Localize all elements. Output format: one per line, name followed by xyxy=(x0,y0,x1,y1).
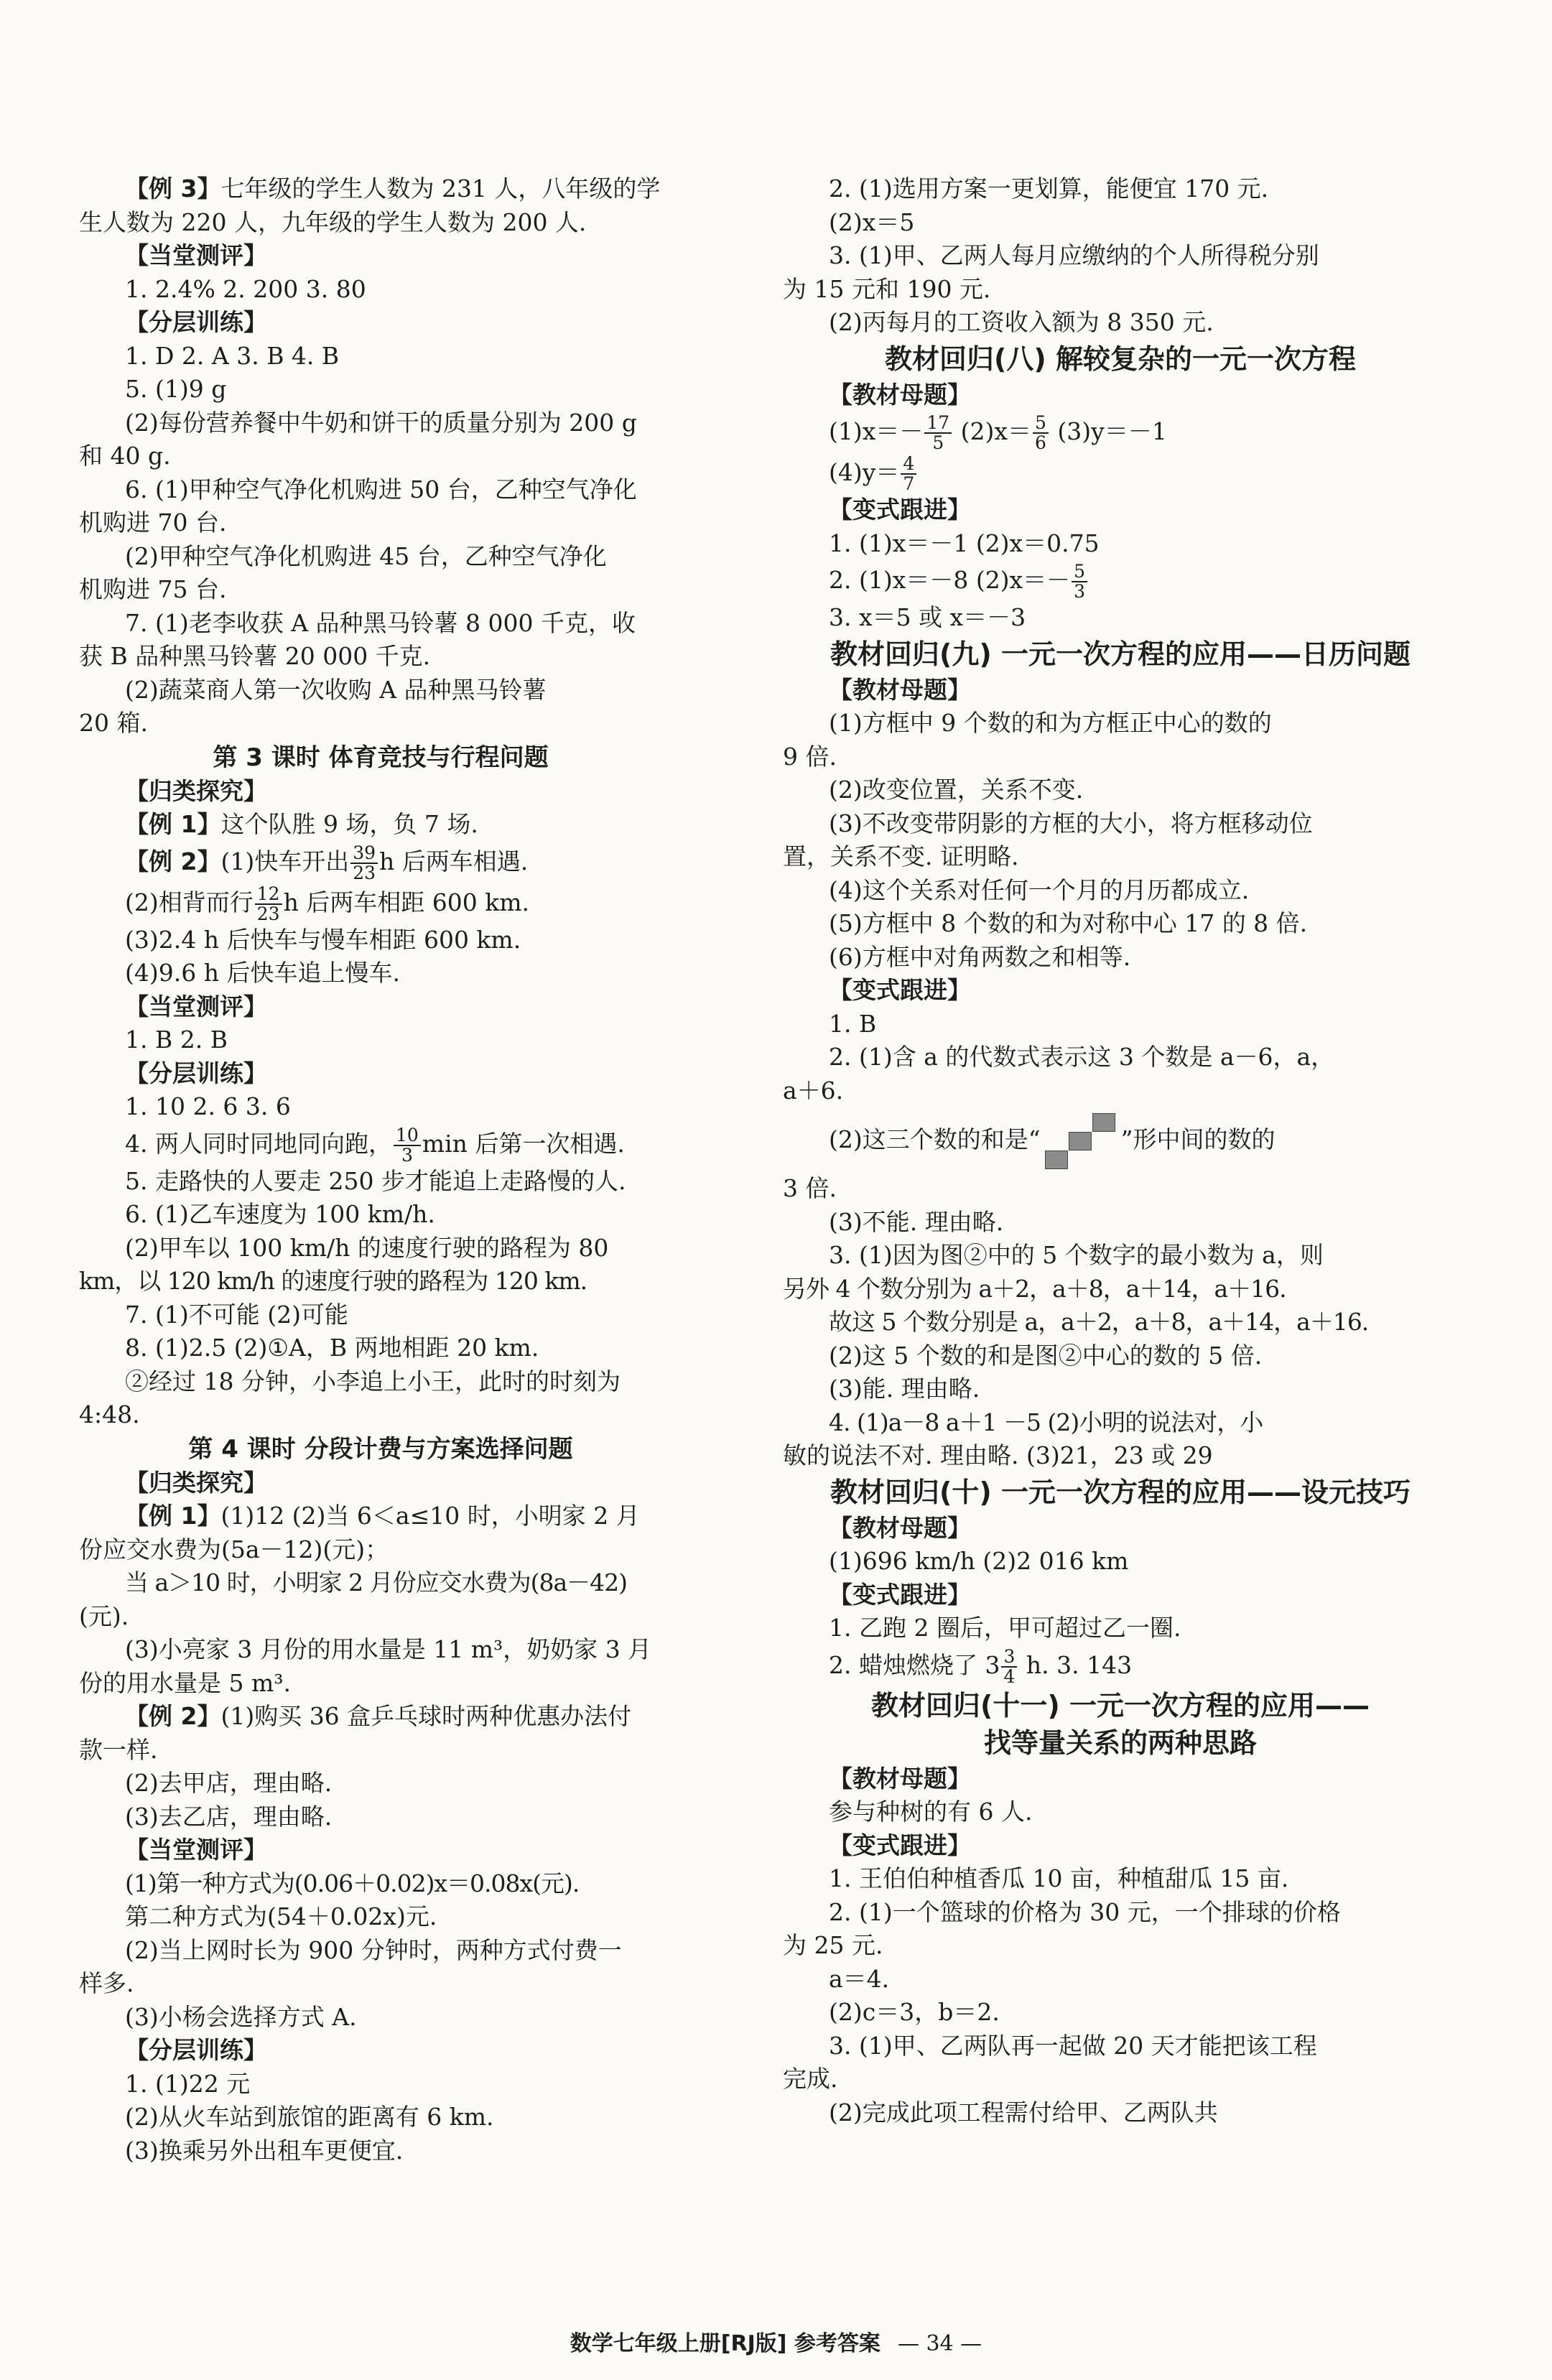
text-line: a＝4. xyxy=(829,1964,890,1993)
text-line: (3)小杨会选择方式 A. xyxy=(125,2002,357,2031)
text-line: 3. (1)因为图②中的 5 个数字的最小数为 a，则 xyxy=(829,1241,1324,1269)
fraction: $\frac{5}{6}$ xyxy=(1033,414,1049,452)
text-line: (2)这 5 个数的和是图②中心的数的 5 倍. xyxy=(829,1341,1263,1370)
text-line: 为 15 元和 190 元. xyxy=(783,274,991,303)
text-line: 9 倍. xyxy=(783,742,837,771)
section-tag: 【当堂测评】 xyxy=(125,1836,267,1864)
text-line: 机购进 75 台. xyxy=(79,575,227,603)
text-line: 【例 2】(1)购买 36 盒乒乓球时两种优惠办法付 xyxy=(125,1702,632,1730)
text-line: (2)从火车站到旅馆的距离有 6 km. xyxy=(125,2103,494,2131)
text-line: 和 40 g. xyxy=(79,442,171,470)
text-line: 8. (1)2.5 (2)①A，B 两地相距 20 km. xyxy=(125,1334,539,1362)
text-line: 6. (1)甲种空气净化机购进 50 台，乙种空气净化 xyxy=(125,475,637,503)
section-tag: 【教材母题】 xyxy=(829,380,971,409)
text-line: 置，关系不变. 证明略. xyxy=(783,842,1019,870)
lesson-title: 第 4 课时 分段计费与方案选择问题 xyxy=(188,1434,573,1464)
example-tag: 【例 2】 xyxy=(125,847,221,875)
section-tag: 【分层训练】 xyxy=(125,2036,267,2064)
text-line: 5. (1)9 g xyxy=(125,375,227,403)
example-tag: 【例 1】 xyxy=(125,1502,221,1530)
example-tag: 【例 3】 xyxy=(125,175,221,203)
example-tag: 【例 2】 xyxy=(125,1702,221,1730)
text-line: (3)小亮家 3 月份的用水量是 11 m³，奶奶家 3 月 xyxy=(125,1635,652,1663)
text-line: 1. B 2. B xyxy=(125,1026,228,1054)
text-line: (3)不改变带阴影的方框的大小，将方框移动位 xyxy=(829,809,1313,837)
text-line: 机购进 70 台. xyxy=(79,508,227,536)
text-line: 获 B 品种黑马铃薯 20 000 千克. xyxy=(79,642,431,670)
fraction: $\frac{39}{23}$ xyxy=(350,844,378,883)
section-tag: 【分层训练】 xyxy=(125,308,267,336)
fraction: $\frac{4}{7}$ xyxy=(901,455,916,493)
text-line: (2)这三个数的和是“ ”形中间的数的 xyxy=(783,1107,1458,1172)
calendar-shape-icon xyxy=(1045,1113,1117,1169)
left-column xyxy=(79,172,682,2167)
text-line: (3)2.4 h 后快车与慢车相距 600 km. xyxy=(125,925,521,954)
text-line: 当 a＞10 时，小明家 2 月份应交水费为(8a－42) xyxy=(125,1568,628,1596)
chapter-heading: 教材回归(九) 一元一次方程的应用——日历问题 xyxy=(830,638,1411,670)
text-line: (4)y＝ $\frac{4}{7}$ xyxy=(783,452,1458,493)
text-line: 为 25 元. xyxy=(783,1931,883,1959)
fraction: $\frac{5}{3}$ xyxy=(1072,562,1087,601)
text-line: 4. (1)a－8 a＋1 －5 (2)小明的说法对，小 xyxy=(829,1408,1263,1436)
text-line: 【例 1】这个队胜 9 场，负 7 场. xyxy=(125,810,478,838)
text-line: 1. (1)22 元 xyxy=(125,2069,251,2098)
chapter-heading: 教材回归(十) 一元一次方程的应用——设元技巧 xyxy=(830,1476,1411,1508)
text-line: 第二种方式为(54＋0.02x)元. xyxy=(125,1902,437,1930)
footer-text: 数学七年级上册[RJ版] 参考答案 xyxy=(570,2331,880,2356)
section-tag: 【当堂测评】 xyxy=(125,241,267,269)
section-tag: 【分层训练】 xyxy=(125,1059,267,1087)
text-line: 2. 蜡烛燃烧了 3 $\frac{3}{4}$ h. 3. 143 xyxy=(829,1645,1133,1687)
chapter-heading: 教材回归(十一) 一元一次方程的应用—— xyxy=(871,1689,1370,1721)
section-tag: 【教材母题】 xyxy=(829,1513,971,1542)
text-line: a＋6. xyxy=(783,1076,844,1105)
text-line: (2)去甲店，理由略. xyxy=(125,1769,333,1797)
text-line: 1. 乙跑 2 圈后，甲可超过乙一圈. xyxy=(829,1614,1181,1642)
section-tag: 【教材母题】 xyxy=(829,1764,971,1793)
text-line: (2)每份营养餐中牛奶和饼干的质量分别为 200 g xyxy=(125,408,637,437)
text-line: km，以 120 km/h 的速度行驶的路程为 120 km. xyxy=(79,1267,587,1295)
text-line: 1. D 2. A 3. B 4. B xyxy=(125,341,340,370)
fraction: $\frac{12}{23}$ xyxy=(255,885,282,924)
text-line: (1)x＝－ $\frac{17}{5}$ (2)x＝ $\frac{5}{6}$ (3)y＝－1 xyxy=(829,412,1167,453)
text-line: (4)9.6 h 后快车追上慢车. xyxy=(125,959,400,987)
text-line: 【例 2】(1)快车开出 $\frac{39}{23}$ h 后两车相遇. xyxy=(125,842,529,883)
text-line: 3. (1)甲、乙两人每月应缴纳的个人所得税分别 xyxy=(829,241,1319,269)
text-line: 4:48. xyxy=(79,1400,140,1428)
chapter-heading: 教材回归(八) 解较复杂的一元一次方程 xyxy=(885,343,1356,375)
text-line: (2)完成此项工程需付给甲、乙两队共 xyxy=(829,2098,1218,2126)
text-line: (1)696 km/h (2)2 016 km xyxy=(829,1547,1129,1575)
text-line: (2)甲车以 100 km/h 的速度行驶的路程为 80 xyxy=(125,1233,609,1262)
fraction: $\frac{10}{3}$ xyxy=(394,1126,421,1165)
text-line: 5. 走路快的人要走 250 步才能追上走路慢的人. xyxy=(125,1166,626,1195)
chapter-heading-continued: 找等量关系的两种思路 xyxy=(983,1726,1257,1759)
text-line: 6. (1)乙车速度为 100 km/h. xyxy=(125,1200,435,1228)
fraction: $\frac{17}{5}$ xyxy=(924,414,952,452)
text-line: 样多. xyxy=(79,1969,134,1997)
text-line: (1)方框中 9 个数的和为方框正中心的数的 xyxy=(829,709,1272,737)
text-line: (2)丙每月的工资收入额为 8 350 元. xyxy=(829,308,1214,336)
text-line: (2)甲种空气净化机购进 45 台，乙种空气净化 xyxy=(125,541,607,570)
text-line: 7. (1)老李收获 A 品种黑马铃薯 8 000 千克，收 xyxy=(125,608,636,637)
lesson-title: 第 3 课时 体育竞技与行程问题 xyxy=(213,743,549,772)
section-tag: 【变式跟进】 xyxy=(829,976,971,1004)
text-line: 敏的说法不对. 理由略. (3)21，23 或 29 xyxy=(783,1441,1213,1469)
text-line: 2. (1)x＝－8 (2)x＝－ $\frac{5}{3}$ xyxy=(783,560,1458,601)
text-line: 份的用水量是 5 m³. xyxy=(79,1668,291,1697)
text-line: 【例 1】(1)12 (2)当 6＜a≤10 时，小明家 2 月 xyxy=(125,1502,640,1530)
section-tag: 【教材母题】 xyxy=(829,675,971,704)
text-line: 款一样. xyxy=(79,1735,158,1764)
text-line: 1. 10 2. 6 3. 6 xyxy=(125,1092,291,1120)
text-line: (2)c＝3，b＝2. xyxy=(829,1998,1000,2026)
text-line: 1. 王伯伯种植香瓜 10 亩，种植甜瓜 15 亩. xyxy=(829,1864,1289,1892)
section-tag: 【当堂测评】 xyxy=(125,992,267,1021)
fraction: $\frac{3}{4}$ xyxy=(1001,1647,1017,1686)
text-line: (3)不能. 理由略. xyxy=(829,1207,1004,1236)
text-line: 2. (1)选用方案一更划算，能便宜 170 元. xyxy=(829,175,1269,203)
text-line: (2)x＝5 xyxy=(829,208,915,236)
text-line: 另外 4 个数分别为 a＋2，a＋8，a＋14，a＋16. xyxy=(783,1274,1286,1303)
section-tag: 【归类探究】 xyxy=(125,776,267,805)
text-line: 1. (1)x＝－1 (2)x＝0.75 xyxy=(829,529,1100,557)
text-line: (6)方框中对角两数之和相等. xyxy=(829,942,1131,971)
text-line: (3)换乘另外出租车更便宜. xyxy=(125,2136,404,2165)
text-line: 故这 5 个数分别是 a，a＋2，a＋8，a＋14，a＋16. xyxy=(829,1308,1369,1336)
right-column xyxy=(783,172,1458,2129)
section-tag: 【变式跟进】 xyxy=(829,1831,971,1859)
text-line: (2)蔬菜商人第一次收购 A 品种黑马铃薯 xyxy=(125,675,547,704)
text-line: (1)第一种方式为(0.06＋0.02)x＝0.08x(元). xyxy=(125,1869,580,1897)
text-line: 7. (1)不可能 (2)可能 xyxy=(125,1300,348,1329)
text-line: (2)改变位置，关系不变. xyxy=(829,776,1084,804)
text-line: (4)这个关系对任何一个月的月历都成立. xyxy=(829,875,1250,904)
text-line: 3. x＝5 或 x＝－3 xyxy=(829,603,1026,631)
text-line: (5)方框中 8 个数的和为对称中心 17 的 8 倍. xyxy=(829,909,1308,937)
text-line: 3. (1)甲、乙两队再一起做 20 天才能把该工程 xyxy=(829,2031,1317,2060)
text-line: (3)能. 理由略. xyxy=(829,1375,980,1403)
text-line: (2)相背而行 $\frac{12}{23}$ h 后两车相距 600 km. xyxy=(125,883,530,924)
text-line: 份应交水费为(5a－12)(元)； xyxy=(79,1535,389,1563)
page-number: — 34 — xyxy=(897,2331,982,2356)
section-tag: 【归类探究】 xyxy=(125,1468,267,1497)
text-line: 参与种树的有 6 人. xyxy=(829,1798,1033,1826)
text-line: (元). xyxy=(79,1602,129,1630)
text-line: 1. 2.4% 2. 200 3. 80 xyxy=(125,274,366,303)
text-line: (2)当上网时长为 900 分钟时，两种方式付费一 xyxy=(125,1935,622,1964)
text-line: 完成. xyxy=(783,2065,838,2093)
text-line: (3)去乙店，理由略. xyxy=(125,1802,333,1831)
text-line: 【例 3】七年级的学生人数为 231 人，八年级的学 xyxy=(125,175,661,203)
text-line: 3 倍. xyxy=(783,1174,837,1202)
text-line: 生人数为 220 人，九年级的学生人数为 200 人. xyxy=(79,208,587,236)
text-line: 2. (1)含 a 的代数式表示这 3 个数是 a－6，a， xyxy=(829,1043,1335,1071)
example-tag: 【例 1】 xyxy=(125,810,221,838)
text-line: 4. 两人同时同地同向跑， $\frac{10}{3}$ min 后第一次相遇. xyxy=(125,1124,625,1166)
text-line: 1. B xyxy=(829,1009,877,1038)
text-line: 20 箱. xyxy=(79,709,148,737)
text-line: ②经过 18 分钟，小李追上小王，此时的时刻为 xyxy=(125,1367,621,1395)
text-line: 2. (1)一个篮球的价格为 30 元，一个排球的价格 xyxy=(829,1897,1341,1926)
section-tag: 【变式跟进】 xyxy=(829,496,971,524)
page-footer xyxy=(0,2325,1552,2357)
section-tag: 【变式跟进】 xyxy=(829,1580,971,1609)
